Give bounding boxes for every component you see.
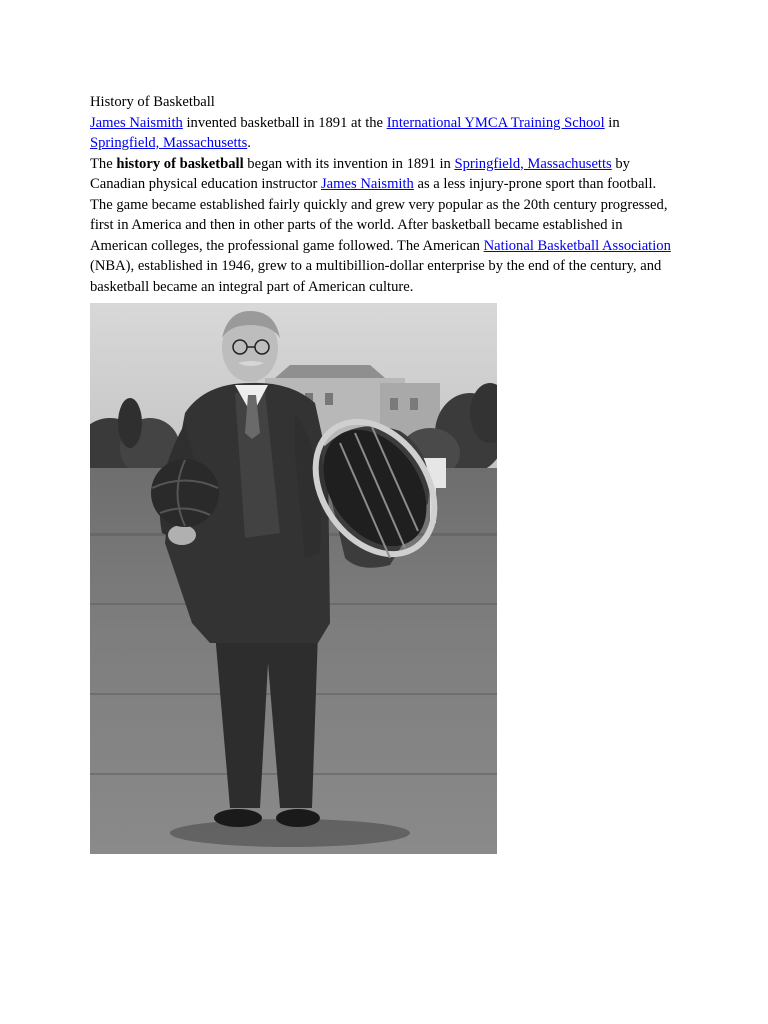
link-springfield-massachusetts[interactable]: Springfield, Massachusetts	[90, 135, 248, 151]
link-james-naismith[interactable]: James Naismith	[90, 114, 183, 131]
intro-paragraph	[90, 113, 680, 154]
naismith-photo	[90, 303, 497, 854]
intro-text-2: in	[604, 114, 620, 131]
bold-history-of-basketball: history of basketball	[116, 155, 244, 172]
document-title: History of Basketball	[90, 94, 215, 110]
link-international-ymca-training-school[interactable]: International YMCA Training School	[386, 114, 605, 131]
intro-text-3: .	[247, 135, 251, 151]
document-body	[90, 92, 680, 297]
body-text-3: as a less injury-prone sport than football. The game became established fairly quickly and grew very popular as the 20th century progressed, first in America and then in other parts of the world. After basketball became established in American colleges, the professional game followed. The American	[90, 176, 668, 254]
photo-illustration	[90, 303, 497, 854]
link-springfield-massachusetts-2[interactable]: Springfield, Massachusetts	[454, 155, 612, 172]
body-text-4: (NBA), established in 1946, grew to a multibillion-dollar enterprise by the end of the century, and basketball became an integral part of American culture.	[90, 258, 662, 295]
link-james-naismith-2[interactable]: James Naismith	[321, 176, 414, 192]
intro-text-1: invented basketball in 1891 at the	[182, 114, 387, 131]
leather-ball	[151, 459, 219, 527]
body-text-2: by Canadian physical education instructor	[90, 155, 630, 192]
history-paragraph	[90, 154, 680, 298]
link-national-basketball-association[interactable]: National Basketball Association	[483, 237, 671, 254]
body-text-1: began with its invention in 1891 in	[243, 155, 455, 172]
body-text-the: The	[90, 155, 117, 172]
